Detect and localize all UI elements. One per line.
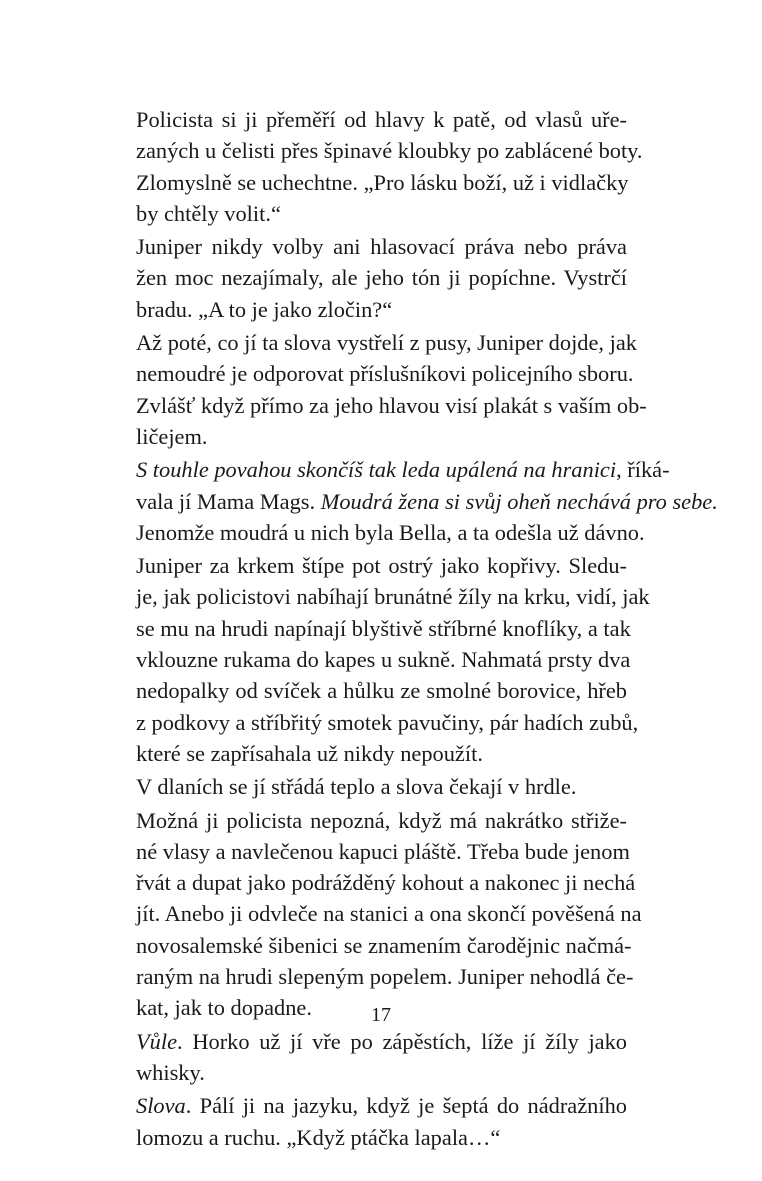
text-run: je, jak policistovi nabíhají brunátné žíly na krku, vidí, jak: [136, 584, 650, 610]
text-line: [136, 581, 650, 612]
text-line: [136, 836, 630, 867]
text-line: [136, 390, 647, 421]
page-number: 17: [371, 1004, 391, 1026]
text-line: [136, 486, 718, 517]
text-line: [136, 550, 627, 581]
text-line: [136, 707, 639, 738]
text-line: [136, 104, 627, 135]
text-run: bradu. „A to je jako zločin?“: [136, 296, 393, 322]
text-run: nedopalky od svíček a hůlku ze smolné borovice, hřeb: [136, 678, 627, 704]
text-run: . Horko už jí vře po zápěstích, líže jí žíly jako: [177, 1028, 627, 1054]
text-run: né vlasy a navlečenou kapuci pláště. Třeba bude jenom: [136, 838, 630, 864]
text-line: [136, 358, 634, 389]
text-run: kat, jak to dopadne.: [136, 995, 312, 1021]
text-line: [136, 867, 636, 898]
text-line: [136, 198, 627, 229]
text-run: žen moc nezajímaly, ale jeho tón ji popíchne. Vystrčí: [136, 265, 627, 291]
text-line: [136, 613, 631, 644]
text-line: [136, 898, 642, 929]
text-line: [136, 231, 627, 262]
text-run: Možná ji policista nepozná, když má nakrátko střiže-: [136, 807, 627, 833]
text-line: [136, 135, 643, 166]
text-line: [136, 454, 670, 485]
text-run: se mu na hrudi napínají blyštivě stříbrné knoflíky, a tak: [136, 615, 631, 641]
text-line: [136, 1090, 627, 1121]
text-run: V dlaních se jí střádá teplo a slova čekají v hrdle.: [136, 774, 577, 800]
italic-text: S touhle povahou skončíš tak leda upálená na hranici: [136, 457, 617, 483]
italic-text: Slova: [136, 1093, 186, 1119]
book-page-text: [136, 104, 718, 1153]
text-line: [136, 262, 627, 293]
text-run: . Pálí ji na jazyku, když je šeptá do nádražního: [185, 1093, 627, 1119]
text-line: [136, 327, 637, 358]
text-run: vklouzne rukama do kapes u sukně. Nahmatá prsty dva: [136, 647, 631, 673]
text-line: [136, 1122, 627, 1153]
text-run: lomozu a ruchu. „Když ptáčka lapala…“: [136, 1124, 501, 1150]
text-run: Zvlášť když přímo za jeho hlavou visí plakát s vaším ob-: [136, 392, 647, 418]
text-line: [136, 771, 627, 802]
paragraph: [136, 771, 627, 802]
text-run: raným na hrudi slepeným popelem. Juniper nehodlá če-: [136, 964, 634, 990]
text-run: jít. Anebo ji odvleče na stanici a ona skončí pověšená na: [136, 901, 642, 927]
paragraph: [136, 805, 642, 1024]
text-run: Jenomže moudrá u nich byla Bella, a ta odešla už dávno.: [136, 519, 645, 545]
text-line: [136, 805, 627, 836]
text-run: novosalemské šibenici se znamením čarodějnic načmá-: [136, 932, 632, 958]
text-run: , říká-: [616, 457, 670, 483]
text-run: z podkovy a stříbřitý smotek pavučiny, pár hadích zubů,: [136, 709, 639, 735]
text-run: které se zapřísahala už nikdy nepoužít.: [136, 740, 483, 766]
text-line: [136, 1026, 627, 1057]
text-run: nemoudré je odporovat příslušníkovi policejního sboru.: [136, 361, 634, 387]
text-run: Juniper za krkem štípe pot ostrý jako kopřivy. Sledu-: [136, 553, 627, 579]
italic-text: Moudrá žena si svůj oheň nechává pro sebe.: [320, 488, 718, 514]
paragraph: [136, 327, 647, 452]
text-line: [136, 1057, 627, 1088]
text-run: whisky.: [136, 1059, 205, 1085]
text-run: řvát a dupat jako podrážděný kohout a nakonec ji nechá: [136, 870, 636, 896]
paragraph: [136, 104, 643, 229]
text-line: [136, 738, 627, 769]
text-run: ličejem.: [136, 423, 208, 449]
paragraph: [136, 1026, 627, 1089]
text-run: Až poté, co jí ta slova vystřelí z pusy, Juniper dojde, jak: [136, 330, 637, 356]
text-run: zaných u čelisti přes špinavé kloubky po zablácené boty.: [136, 138, 643, 164]
text-line: [136, 294, 627, 325]
text-line: [136, 930, 632, 961]
text-line: [136, 675, 627, 706]
paragraph: [136, 454, 718, 548]
text-line: [136, 421, 627, 452]
text-line: [136, 644, 631, 675]
text-run: Policista si ji přeměří od hlavy k patě, od vlasů uře-: [136, 107, 627, 132]
text-run: Juniper nikdy volby ani hlasovací práva nebo práva: [136, 234, 627, 260]
text-run: vala jí Mama Mags.: [136, 488, 321, 514]
text-line: [136, 961, 634, 992]
text-line: [136, 517, 645, 548]
paragraph: [136, 1090, 627, 1153]
paragraph: [136, 550, 650, 769]
italic-text: Vůle: [136, 1028, 178, 1054]
text-run: Zlomyslně se uchechtne. „Pro lásku boží, už i vidlačky: [136, 169, 629, 195]
text-run: by chtěly volit.“: [136, 200, 281, 226]
paragraph: [136, 231, 627, 325]
text-line: [136, 167, 627, 198]
